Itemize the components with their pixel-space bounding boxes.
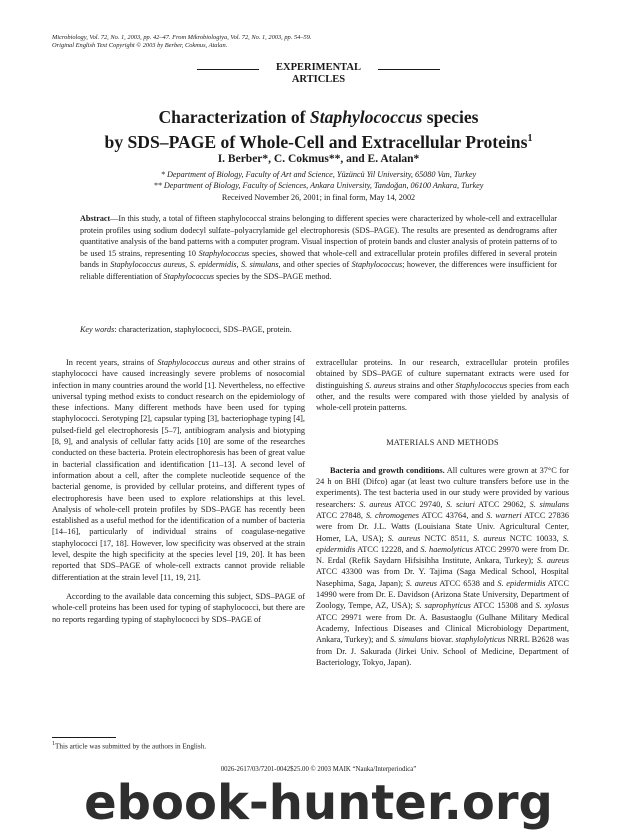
authors: I. Berber*, C. Cokmus**, and E. Atalan* xyxy=(217,153,420,165)
watermark: ebook-hunter.org xyxy=(84,775,553,831)
title-part1: Characterization of xyxy=(158,107,310,127)
text-run: ATCC 29062, xyxy=(474,499,530,509)
right-column xyxy=(316,357,569,668)
text-run: and other strains of staphylococci have caused increasingly severe problems of nosocomial infection in many countries around the world [1]. Nevertheless, no effective universal typing method exists to conduct research on the epidemiology of these infections. Many different methods have been used for typing staphylococci. Serotyping [2], capsular typing [3], bacteriophage typing [4], pulsed-field gel electrophoresis [5–7], antibiogram analysis and biotyping [8, 9], and analysis of cellular fatty acids [10] are some of the researches conducted on these bacteria. Protein electrophoresis has been of great value in bacterial classification and identification [11–13]. A second level of information about a cell, after the complete nucleotide sequence of the bacterial genome, is provided by cellular proteins, and different types of electrophoresis have been used to explore relationships at this level. Analysis of whole-cell protein profiles by SDS–PAGE has recently been established as a useful method for the identification of a number of bacteria [14–16], particularly of individual strains of coagulase-negative staphylococci [17, 18]. However, low specificity was observed at the strain level, despite the high specificity at the species level [19, 20]. It has been reported that SDS–PAGE of whole-cell extracts cannot provide reliable differentiation at the strain level [11, 19, 21]. xyxy=(52,358,305,582)
text-run: All cultures were grown at 37°C for 24 h on BHI (Difco) agar (at least two culture transfers before use in the experiments). The test bacteria used in our study were provided by various researchers: xyxy=(316,465,569,509)
text-run: ATCC 29970 were from Dr. N. Erdal (Refik Saydarn Hifsisihha Institute, Ankara, Turkey); xyxy=(316,544,570,566)
intro-paragraph-3 xyxy=(316,357,569,413)
abstract-italic: Staphylococcus xyxy=(351,260,403,270)
section-label-line1: EXPERIMENTAL xyxy=(276,62,361,73)
abstract-text: —In this study, a total of fifteen staphylococcal strains belonging to different species were characterized by whole-cell and extracellular protein profiles using sodium dodecyl sulfate–polyacrylamide gel electrophoresis (SDS–PAGE). The results are presented as dendrograms after quantitative analysis of the band patterns with a computer program. Visual inspection of protein bands and cluster analysis of protein patterns of to be used 15 strains, representing 10 xyxy=(80,214,557,258)
species-name: S. sciuri xyxy=(446,499,475,509)
copyright-line: Original English Text Copyright © 2003 by Berber, Cokmus, Atalan. xyxy=(52,42,228,49)
text-run: strains and other xyxy=(395,380,456,390)
left-column xyxy=(52,357,305,625)
species-name: S. aureus xyxy=(365,380,396,390)
title-italic: Staphylococcus xyxy=(309,107,423,127)
species-name: S. epidermidis xyxy=(316,533,570,554)
species-name: S. haemolyticus xyxy=(420,544,473,554)
text-run: ATCC 6538 and xyxy=(437,578,498,588)
keywords-text: : characterization, staphylococci, SDS–PAGE, protein. xyxy=(114,325,292,334)
text-run: ATCC 27836 were from Dr. J.L. Watts (Louisiana State Univ. Agricultural Center, Homer, LA, USA); xyxy=(316,510,570,543)
title-footnote-mark: 1 xyxy=(527,133,533,144)
species-name: S. simulans xyxy=(389,635,429,645)
abstract-text: and other species of xyxy=(280,260,352,270)
abstract-text: species by the SDS–PAGE method. xyxy=(214,271,332,281)
text-run: biovar. xyxy=(428,635,456,645)
species-name: S. chromogenes xyxy=(365,510,419,520)
footnote-mark: 1 xyxy=(52,741,55,747)
footnote-text: This article was submitted by the authors in English. xyxy=(55,742,207,751)
species-name: S. warneri xyxy=(486,510,522,520)
species-name: S. aureus xyxy=(473,533,506,543)
text-run: species from each other, and the results were compared with those yielded by analysis of whole-cell protein patterns. xyxy=(316,380,569,413)
section-label xyxy=(0,62,637,86)
title-line2: by SDS–PAGE of Whole-Cell and Extracellular Proteins xyxy=(104,131,528,152)
text-run: ATCC 15308 and xyxy=(470,601,536,611)
section-label-line2: ARTICLES xyxy=(291,74,346,85)
keywords-label: Key words xyxy=(80,325,115,334)
species-name: S. simulans xyxy=(529,499,570,509)
text-run: ATCC 29740, xyxy=(391,499,447,509)
text-run: NRRL B2628 was from Dr. J. Sakurada (Jirkei Univ. School of Medicine, Department of Bacteriology, Tokyo, Japan). xyxy=(316,635,570,667)
species-name: staphylolyticus xyxy=(455,635,506,645)
footnote-rule xyxy=(52,737,116,738)
species-name: Staphylococcus aureus xyxy=(157,358,235,367)
text-run: In recent years, strains of xyxy=(66,358,158,367)
copyright-footer: 0026-2617/03/7201-0042$25.00 © 2003 MAIK “Nauka/Interperiodica” xyxy=(220,766,417,773)
species-name: S. aureus xyxy=(359,499,392,509)
affiliation-1: * Department of Biology, Faculty of Art and Science, Yüzüncü Yil University, 65080 Van, Turkey xyxy=(160,170,477,179)
abstract-text: species, showed that whole-cell and extracellular protein profiles differed in several protein bands in xyxy=(80,248,557,270)
text-run: ATCC 12228, and xyxy=(355,544,421,554)
text-run: ATCC 43764, and xyxy=(418,510,487,520)
text-run: ATCC 27848, xyxy=(316,510,366,520)
footnote xyxy=(52,741,305,750)
title-part2: species xyxy=(422,107,479,127)
abstract-italic: Staphylococcus xyxy=(163,271,215,281)
journal-header xyxy=(52,34,572,50)
species-name: S. epidermidis xyxy=(497,578,546,588)
text-run: NCTC 8511, xyxy=(420,533,474,543)
text-run: NCTC 10033, xyxy=(505,533,563,543)
abstract xyxy=(80,213,557,283)
affiliation-2: ** Department of Biology, Faculty of Sciences, Ankara University, Tandoğan, 06100 Ankara, Turkey xyxy=(153,181,484,190)
species-name: S. aureus xyxy=(387,533,421,543)
keywords xyxy=(80,325,557,334)
species-name: S. saprophyticus xyxy=(415,601,471,611)
received-date: Received November 26, 2001; in final form, May 14, 2002 xyxy=(221,193,416,202)
abstract-text: ; however, the differences were insufficient for reliable differentiation of xyxy=(80,260,557,281)
species-name: Staphylococcus xyxy=(455,380,508,390)
abstract-italic: Staphylococcus aureus, S. epidermidis, S. simulans, xyxy=(110,260,281,270)
abstract-italic: Staphylococcus xyxy=(198,248,250,258)
text-run: ATCC 14990 were from Dr. E. Davidson (Arizona State University, Department of Zoology, Tempe, AZ, USA); xyxy=(316,578,569,611)
species-name: S. aureus xyxy=(405,578,438,588)
species-name: S. aureus xyxy=(536,556,569,566)
text-run: extracellular proteins. In our research, extracellular protein profiles obtained by SDS–PAGE of culture supernatant extracts were used for distinguishing xyxy=(316,358,569,390)
subsection-heading: Bacteria and growth conditions. xyxy=(330,465,445,475)
journal-citation: Microbiology, Vol. 72, No. 1, 2003, pp. 42–47. From Mikrobiologiya, Vol. 72, No. 1, 2003, pp. 54–59. xyxy=(52,34,312,41)
article-title xyxy=(52,106,585,153)
text-run: ATCC 29971 were from Dr. A. Basustaoglu (Gulhane Military Medical Academy, Infectious Diseases and Clinical Microbiology Department, Ankara, Turkey); and xyxy=(316,612,569,645)
abstract-label: Abstract xyxy=(80,214,111,223)
intro-paragraph-2: According to the available data concerning this subject, SDS–PAGE of whole-cell proteins has been used for typing of staphylococci, but there are no reports regarding typing of staphylococci by SDS–PAGE of xyxy=(52,591,305,624)
text-run: ATCC 43300 was from Dr. Y. Tajima (Saga Medical School, Hospital Nasephima, Saga, Japan); xyxy=(316,567,569,588)
species-name: S. xylosus xyxy=(535,601,569,611)
methods-paragraph xyxy=(316,465,569,668)
section-heading-methods: MATERIALS AND METHODS xyxy=(386,438,499,448)
intro-paragraph-1 xyxy=(52,357,305,583)
